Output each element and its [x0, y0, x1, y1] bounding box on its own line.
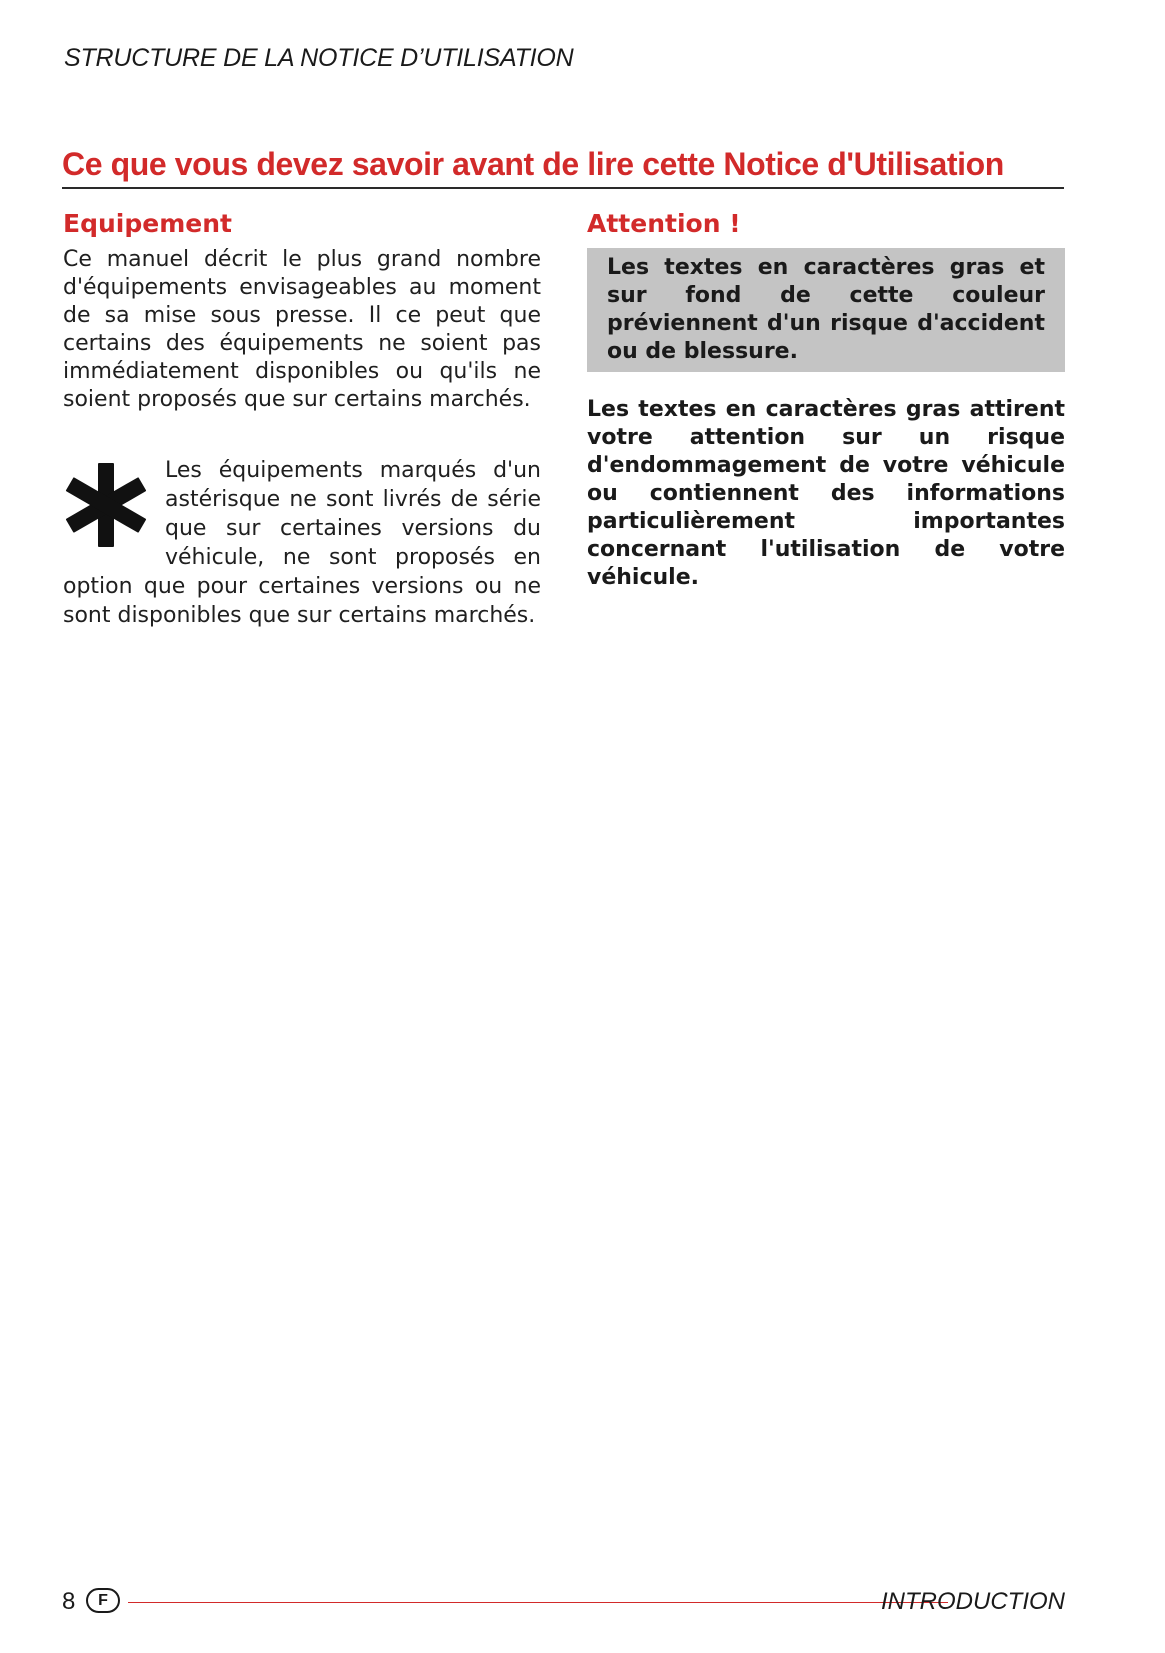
note-text: Les textes en caractères gras attirent votre attention sur un risque d'endommagement de votre véhicule ou contiennent des informations particulièrement importantes concernant l'utilisation de votre véhicule. — [587, 397, 1065, 590]
equipement-heading: Equipement — [63, 209, 232, 238]
equipement-column — [63, 208, 541, 630]
language-badge: F — [86, 1588, 120, 1613]
running-header: STRUCTURE DE LA NOTICE D’UTILISATION — [64, 44, 574, 72]
section-title: Ce que vous devez savoir avant de lire cette Notice d'Utilisation — [62, 146, 1064, 189]
attention-heading: Attention ! — [587, 209, 741, 238]
asterisk-note — [63, 456, 541, 630]
asterisk-icon — [61, 462, 151, 548]
footer-section-name: INTRODUCTION — [881, 1588, 1065, 1615]
page-number: 8 — [62, 1588, 76, 1615]
footer-divider — [128, 1602, 948, 1603]
page-footer — [62, 1588, 1065, 1618]
warning-box — [587, 248, 1065, 372]
warning-text: Les textes en caractères gras et sur fond de cette couleur préviennent d'un risque d'accident ou de blessure. — [607, 255, 1045, 364]
equipement-paragraph: Ce manuel décrit le plus grand nombre d'équipements envisageables au moment de sa mise sous presse. Il ce peut que certains des équipements ne soient pas immédiatement disponibles ou qu'ils ne soient proposés que sur certains marchés. — [63, 247, 541, 412]
asterisk-paragraph: Les équipements marqués d'un astérisque ne sont livrés de série que sur certaines versions du véhicule, ne sont proposés en option que pour certaines versions ou ne sont disponibles que sur certains marchés. — [63, 458, 541, 628]
attention-column — [587, 208, 1065, 614]
